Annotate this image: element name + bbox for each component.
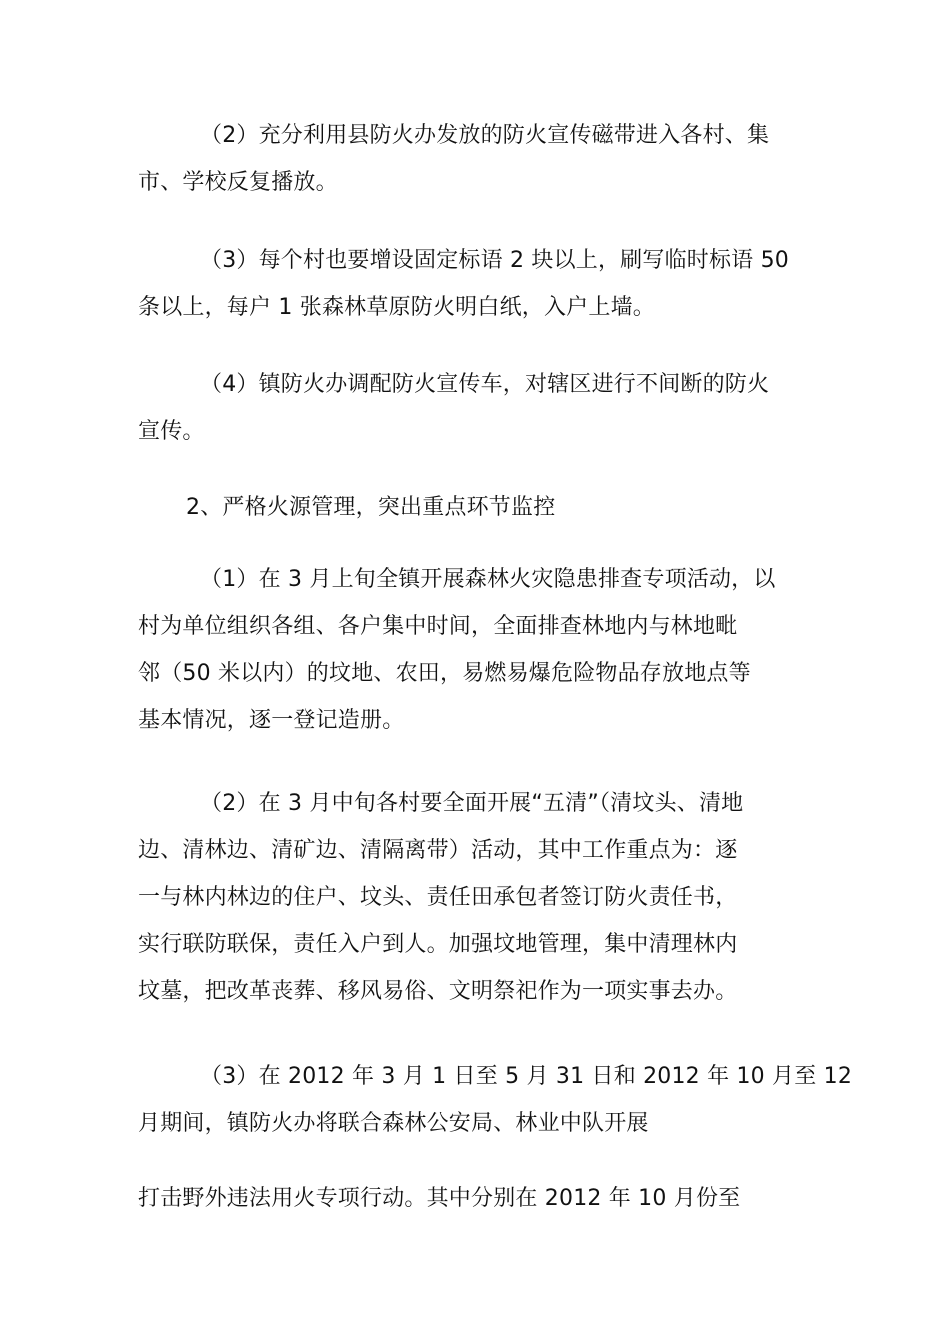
paragraph-five-clears <box>138 780 818 1015</box>
paragraph-hazard-survey <box>138 556 818 744</box>
paragraph-propaganda-vehicle <box>138 361 818 455</box>
paragraph-joint-action <box>138 1053 853 1147</box>
text-line: 宣传。 <box>138 419 205 444</box>
text-line: 坟墓，把改革丧葬、移风易俗、文明祭祀作为一项实事去办。 <box>138 979 738 1004</box>
text-line: 条以上，每户 1 张森林草原防火明白纸，入户上墙。 <box>138 295 655 320</box>
text-line: 实行联防联保，责任入户到人。加强坟地管理，集中清理林内 <box>138 932 738 957</box>
text-line: （3）每个村也要增设固定标语 2 块以上，刷写临时标语 50 <box>200 248 789 273</box>
text-line: （2）充分利用县防火办发放的防火宣传磁带进入各村、集 <box>200 123 770 148</box>
text-line: 邻（50 米以内）的坟地、农田，易燃易爆危险物品存放地点等 <box>138 661 751 686</box>
text-line: （3）在 2012 年 3 月 1 日至 5 月 31 日和 2012 年 10 月至 12 <box>200 1064 853 1089</box>
text-line: 市、学校反复播放。 <box>138 170 338 195</box>
text-line: 2、严格火源管理，突出重点环节监控 <box>186 495 556 520</box>
section-heading <box>138 484 818 531</box>
paragraph-crackdown <box>138 1175 818 1222</box>
text-line: 村为单位组织各组、各户集中时间，全面排查林地内与林地毗 <box>138 614 738 639</box>
paragraph-propaganda-tape <box>138 112 818 206</box>
text-line: 边、清林边、清矿边、清隔离带）活动，其中工作重点为：逐 <box>138 838 738 863</box>
text-line: （2）在 3 月中旬各村要全面开展“五清”（清坟头、清地 <box>200 791 744 816</box>
text-line: 一与林内林边的住户、坟头、责任田承包者签订防火责任书， <box>138 885 738 910</box>
text-line: 打击野外违法用火专项行动。其中分别在 2012 年 10 月份至 <box>138 1186 741 1211</box>
text-line: 月期间，镇防火办将联合森林公安局、林业中队开展 <box>138 1111 649 1136</box>
text-line: （1）在 3 月上旬全镇开展森林火灾隐患排查专项活动，以 <box>200 567 776 592</box>
paragraph-slogans <box>138 237 818 331</box>
text-line: （4）镇防火办调配防火宣传车，对辖区进行不间断的防火 <box>200 372 770 397</box>
text-line: 基本情况，逐一登记造册。 <box>138 708 405 733</box>
